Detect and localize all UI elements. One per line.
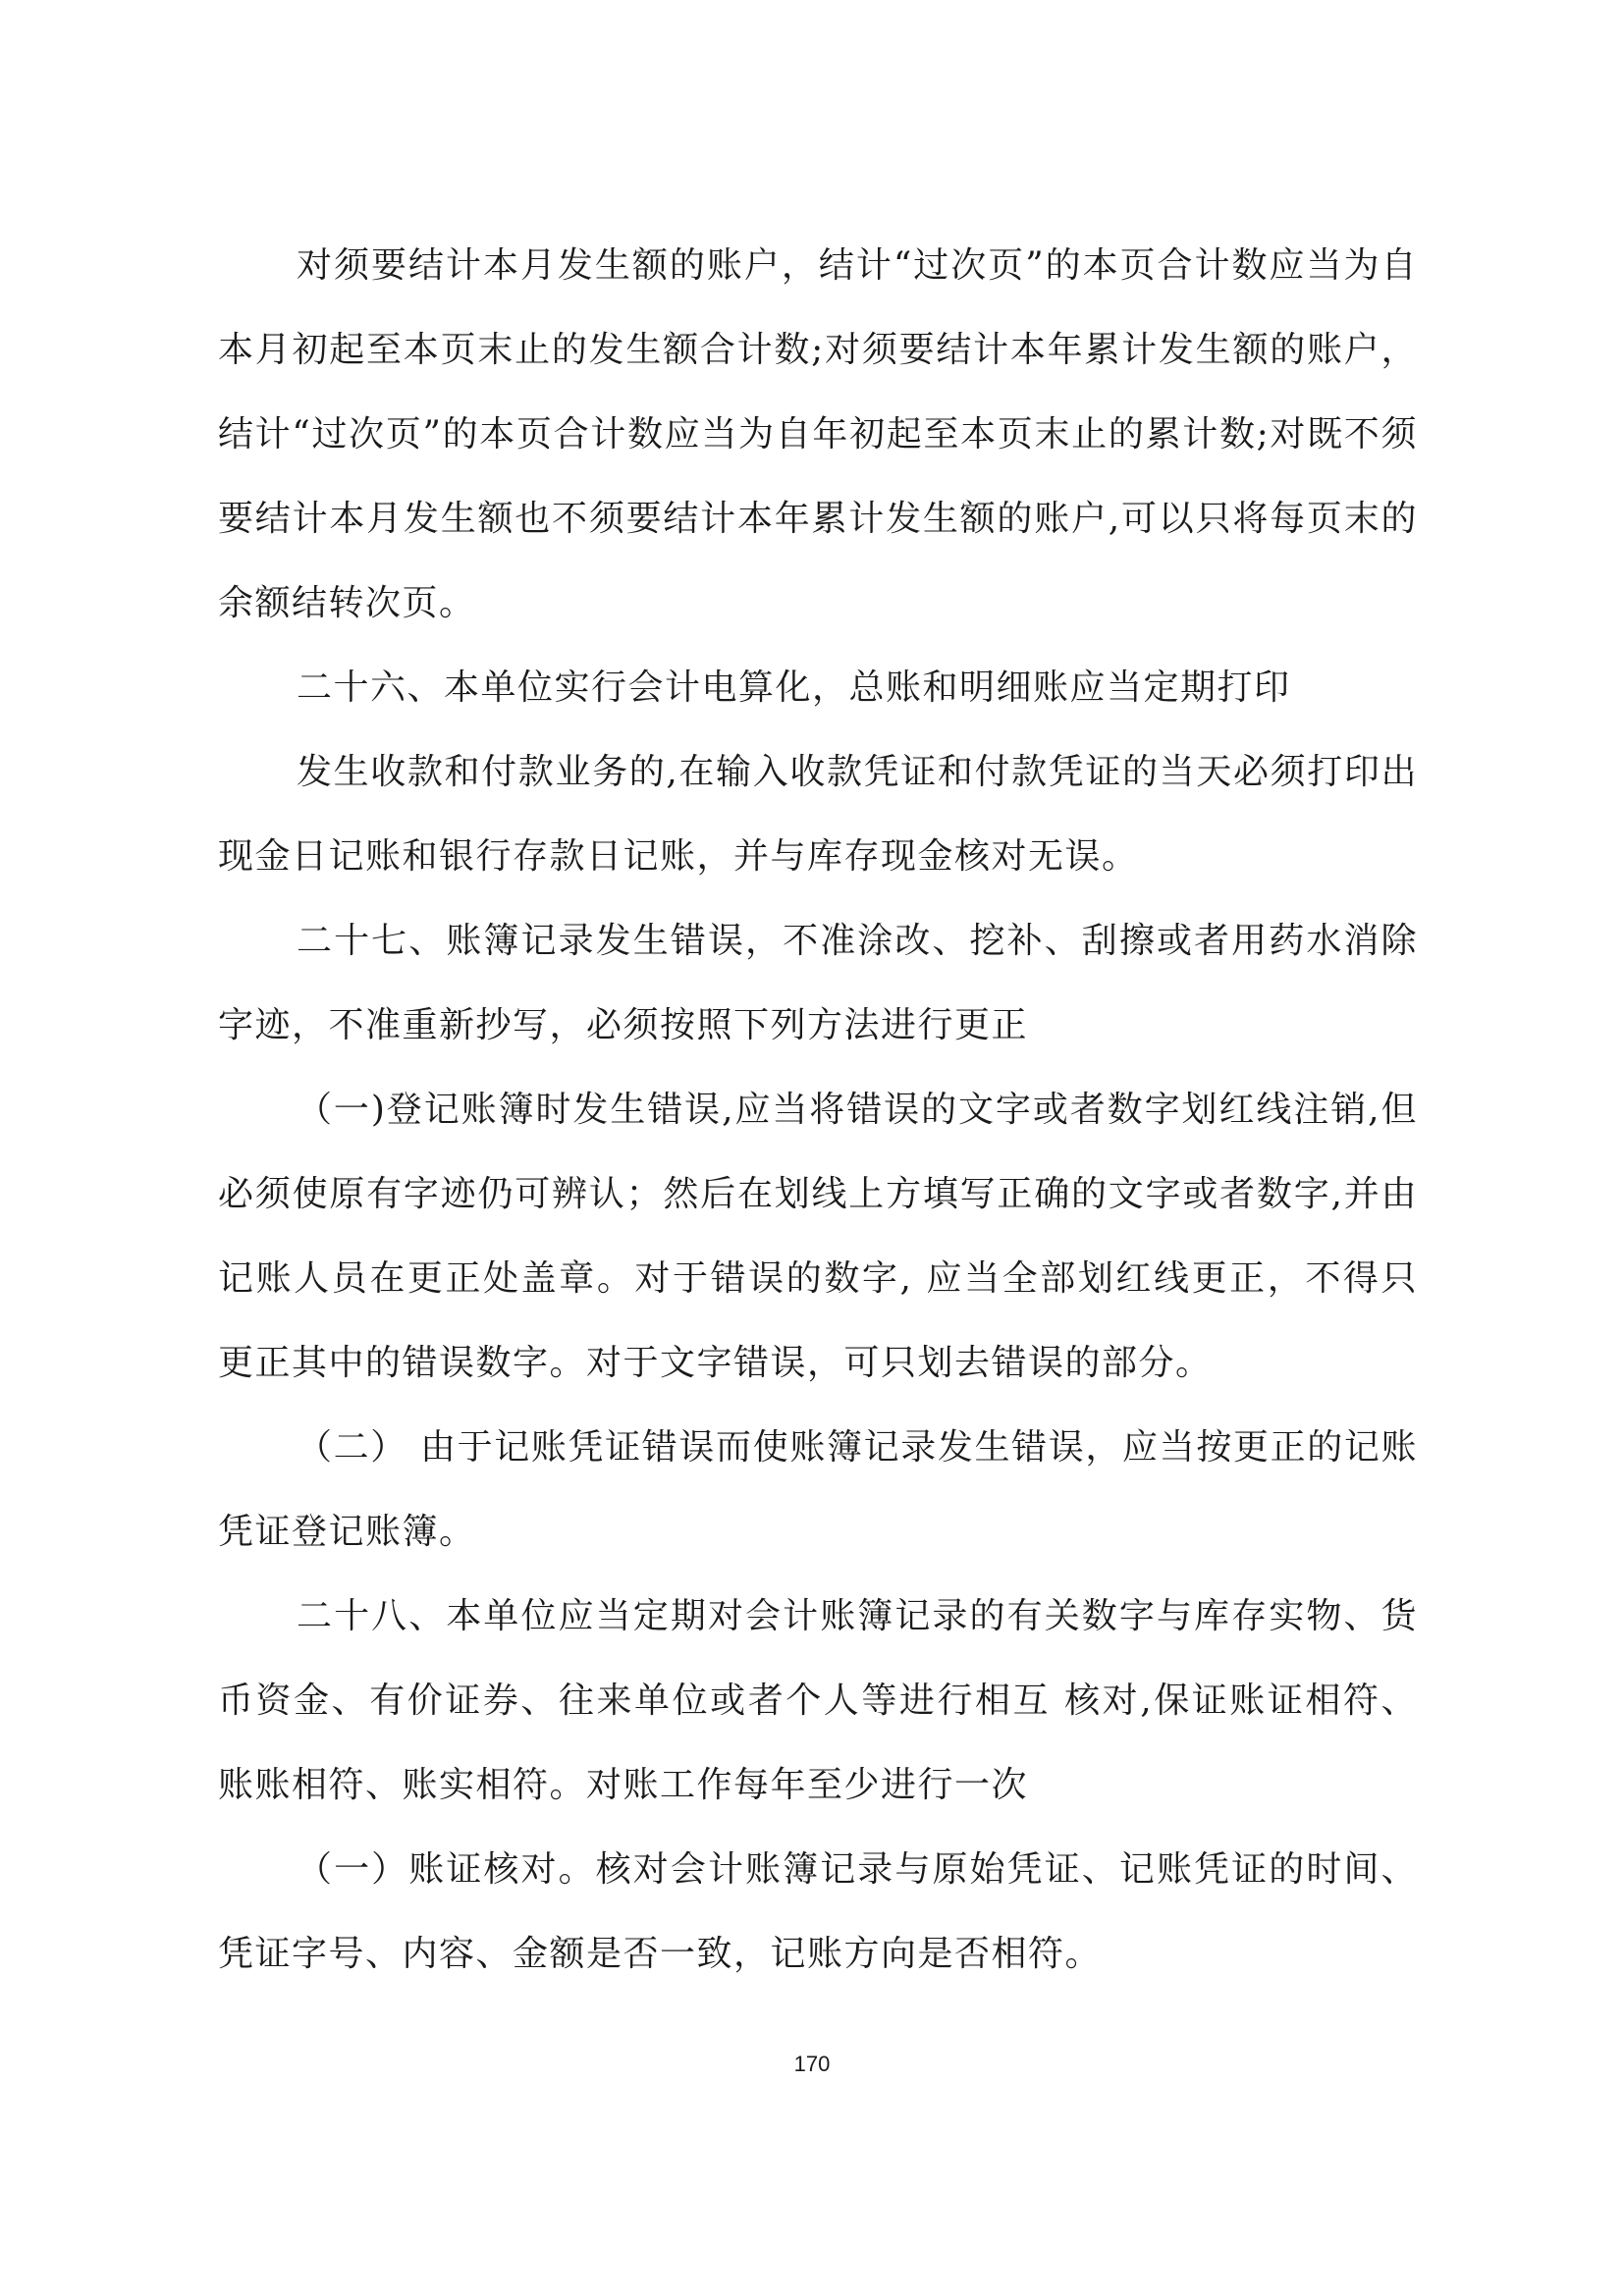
- paragraph-carry-over-totals: 对须要结计本月发生额的账户，结计“过次页”的本页合计数应当为自本月初起至本页末止的发生额合计数;对须要结计本年累计发生额的账户，结计“过次页”的本页合计数应当为自年初起至本页末止的累计数;对既不须要结计本月发生额也不须要结计本年累计发生额的账户,可以只将每页末的余额结转次页。: [218, 245, 1418, 623]
- paragraph-article-28: 二十八、本单位应当定期对会计账簿记录的有关数字与库存实物、货币资金、有价证券、往来单位或者个人等进行相互 核对,保证账证相符、账账相符、账实相符。对账工作每年至少进行一次: [218, 1596, 1418, 1805]
- paragraph-correction-method-1: （一)登记账簿时发生错误,应当将错误的文字或者数字划红线注销,但必须使原有字迹仍可辨认；然后在划线上方填写正确的文字或者数字,并由记账人员在更正处盖章。对于错误的数字, 应当全部划红线更正，不得只更正其中的错误数字。对于文字错误，可只划去错误的部分。: [218, 1090, 1418, 1383]
- page-number: 170: [793, 2052, 831, 2076]
- paragraph-article-27: 二十七、账簿记录发生错误，不准涂改、挖补、刮擦或者用药水消除字迹，不准重新抄写，必须按照下列方法进行更正: [218, 921, 1418, 1045]
- paragraph-daily-journal-printing: 发生收款和付款业务的,在输入收款凭证和付款凭证的当天必须打印出现金日记账和银行存款日记账，并与库存现金核对无误。: [218, 752, 1418, 877]
- paragraph-article-26: 二十六、本单位实行会计电算化，总账和明细账应当定期打印: [297, 667, 1291, 708]
- paragraph-voucher-reconciliation: （一）账证核对。核对会计账簿记录与原始凭证、记账凭证的时间、凭证字号、内容、金额是否一致，记账方向是否相符。: [218, 1849, 1418, 1974]
- paragraph-correction-method-2: （二） 由于记账凭证错误而使账簿记录发生错误，应当按更正的记账凭证登记账簿。: [218, 1427, 1418, 1552]
- body-text: [218, 224, 1418, 1997]
